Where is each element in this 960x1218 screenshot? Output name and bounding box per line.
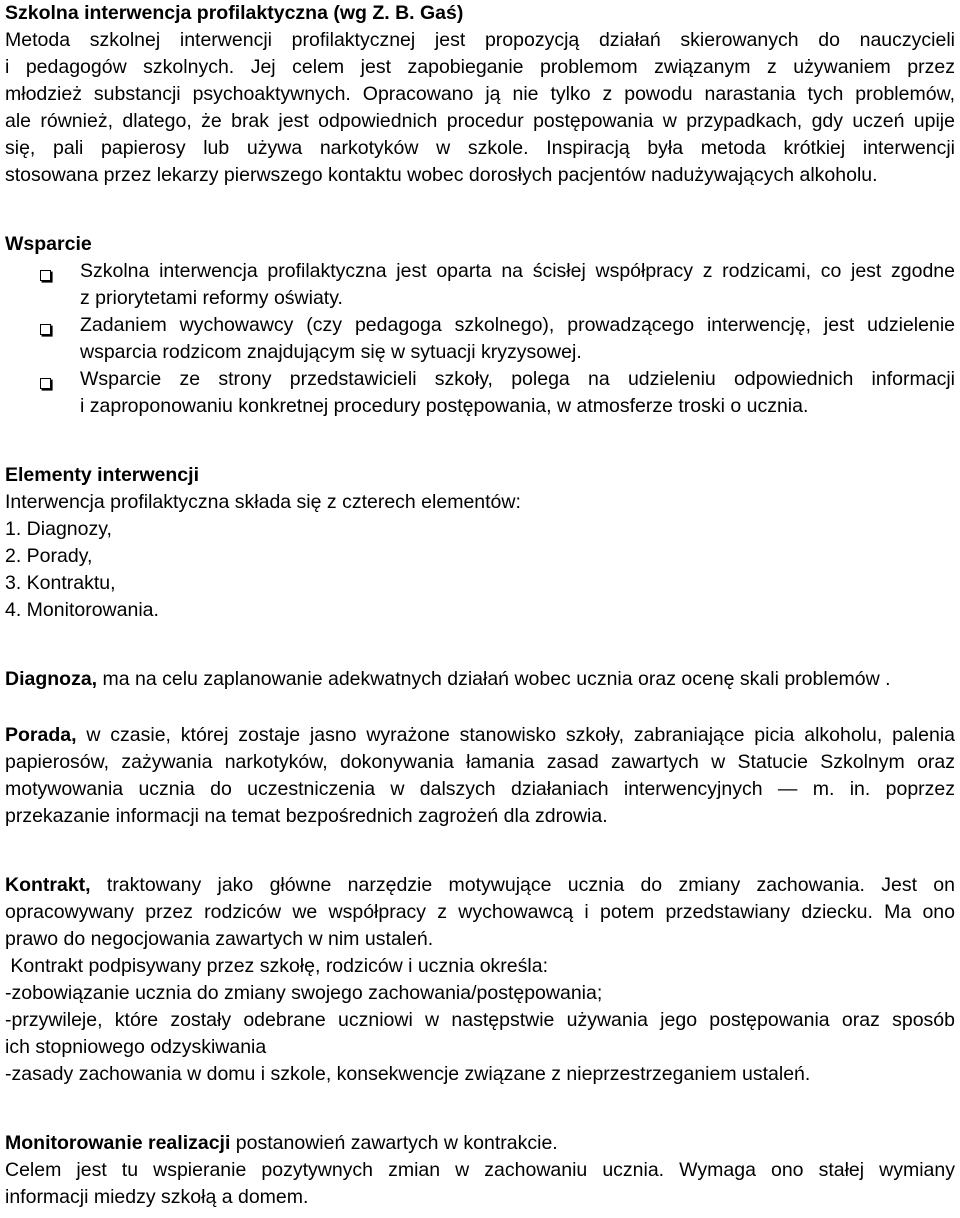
diagnoza-text: ma na celu zaplanowanie adekwatnych działań wobec ucznia oraz ocenę skali problemów .	[97, 668, 891, 690]
kontrakt-line: -zasady zachowania w domu i szkole, konsekwencje związane z nieprzestrzeganiem ustaleń.	[5, 1063, 811, 1085]
elementy-heading: Elementy interwencji	[5, 464, 199, 486]
kontrakt-term: Kontrakt,	[5, 874, 91, 896]
porada-line: papierosów, zażywania narkotyków, dokonywania łamania zasad zawartych w Statucie Szkolnym oraz	[5, 751, 955, 773]
kontrakt-line: ich stopniowego odzyskiwania	[5, 1036, 267, 1058]
intro-line: młodzież substancji psychoaktywnych. Opracowano ją nie tylko z powodu narastania tych problemów,	[5, 83, 955, 105]
kontrakt-line: -zobowiązanie ucznia do zmiany swojego zachowania/postępowania;	[5, 982, 603, 1004]
intro-line: Metoda szkolnej interwencji profilaktycznej jest propozycją działań skierowanych do nauczycieli	[5, 29, 955, 51]
bullet-line: wsparcia rodzicom znajdującym się w sytuacji kryzysowej.	[80, 341, 582, 363]
intro-line: ale również, dlatego, że brak jest odpowiednich procedur postępowania w przypadkach, gdy uczeń upije	[5, 110, 955, 132]
monitorowanie-term: Monitorowanie realizacji	[5, 1132, 231, 1154]
elementy-item: 4. Monitorowania.	[5, 599, 159, 621]
intro-line: stosowana przez lekarzy pierwszego kontaktu wobec dorosłych pacjentów nadużywających alkoholu.	[5, 164, 878, 186]
kontrakt-line: prawo do negocjowania zawartych w nim ustaleń.	[5, 928, 434, 950]
elementy-item: 1. Diagnozy,	[5, 518, 112, 540]
monitorowanie-line: informacji miedzy szkołą a domem.	[5, 1186, 309, 1208]
kontrakt-line: Kontrakt podpisywany przez szkołę, rodziców i ucznia określa:	[5, 955, 548, 977]
kontrakt-text: traktowany jako główne narzędzie motywujące ucznia do zmiany zachowania. Jest on	[90, 874, 955, 896]
porada-line: motywowania ucznia do uczestniczenia w dalszych działaniach interwencyjnych — m. in. poprzez	[5, 778, 955, 800]
monitorowanie-first-line	[5, 1130, 955, 1157]
bullet-line: z priorytetami reformy oświaty.	[80, 287, 343, 309]
elementy-item: 2. Porady,	[5, 545, 93, 567]
intro-line: i pedagogów szkolnych. Jej celem jest zapobieganie problemom związanym z używaniem przez	[5, 56, 955, 78]
intro-line: się, pali papierosy lub używa narkotyków w szkole. Inspiracją była metoda krótkiej interwencji	[5, 137, 955, 159]
kontrakt-line: opracowywany przez rodziców we współpracy z wychowawcą i potem przedstawiany dziecku. Ma ono	[5, 901, 955, 923]
porada-first-line	[5, 722, 955, 749]
diagnoza-paragraph	[5, 666, 955, 693]
diagnoza-term: Diagnoza,	[5, 668, 98, 690]
porada-term: Porada,	[5, 724, 77, 746]
kontrakt-line: -przywileje, które zostały odebrane uczniowi w następstwie używania jego postępowania oraz sposób	[5, 1009, 955, 1031]
checkbox-bullet-icon	[40, 378, 51, 389]
bullet-line: Wsparcie ze strony przedstawicieli szkoły, polega na udzieleniu odpowiednich informacji	[80, 368, 955, 390]
monitorowanie-text: postanowień zawartych w kontrakcie.	[230, 1132, 558, 1154]
checkbox-bullet-icon	[40, 324, 51, 335]
wsparcie-heading: Wsparcie	[5, 233, 92, 255]
monitorowanie-line: Celem jest tu wspieranie pozytywnych zmian w zachowaniu ucznia. Wymaga ono stałej wymiany	[5, 1159, 955, 1181]
bullet-line: Szkolna interwencja profilaktyczna jest oparta na ścisłej współpracy z rodzicami, co jest zgodne	[80, 260, 955, 282]
porada-text: w czasie, której zostaje jasno wyrażone stanowisko szkoły, zabraniające picia alkoholu, palenia	[76, 724, 955, 746]
checkbox-bullet-icon	[40, 270, 51, 281]
elementy-item: 3. Kontraktu,	[5, 572, 116, 594]
elementy-intro: Interwencja profilaktyczna składa się z czterech elementów:	[5, 491, 521, 513]
porada-line: przekazanie informacji na temat bezpośrednich zagrożeń dla zdrowia.	[5, 805, 608, 827]
kontrakt-first-line	[5, 872, 955, 899]
bullet-line: i zaproponowaniu konkretnej procedury postępowania, w atmosferze troski o ucznia.	[80, 395, 809, 417]
bullet-line: Zadaniem wychowawcy (czy pedagoga szkolnego), prowadzącego interwencję, jest udzielenie	[80, 314, 955, 336]
document-title: Szkolna interwencja profilaktyczna (wg Z. B. Gaś)	[5, 2, 464, 24]
